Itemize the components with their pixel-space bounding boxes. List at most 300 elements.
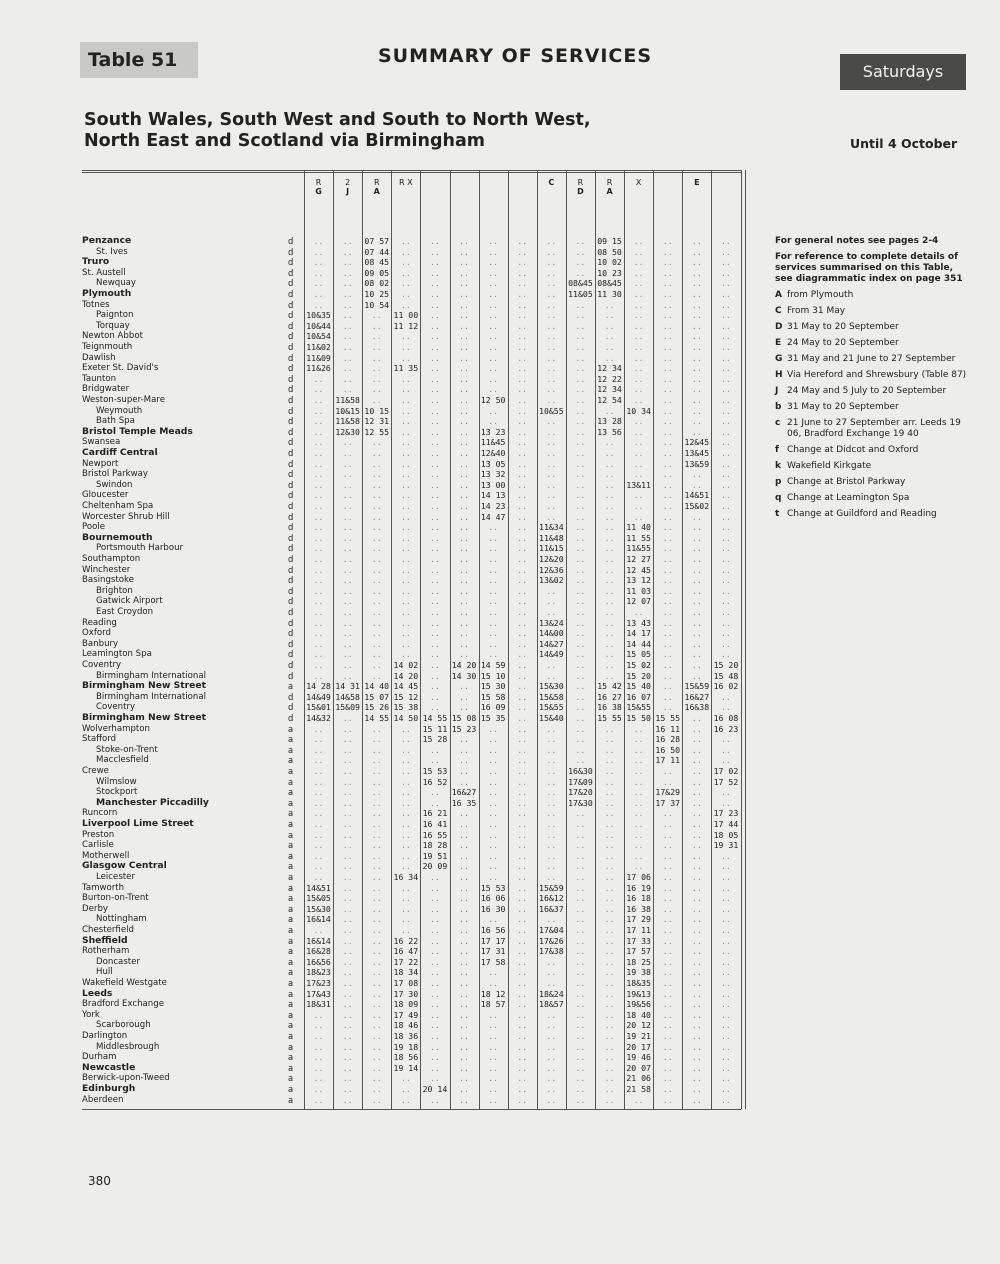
- time-cell: ..: [488, 1073, 499, 1084]
- time-cell: ..: [662, 978, 673, 988]
- time-cell: ..: [371, 522, 382, 533]
- time-cell: 19 21: [626, 1031, 651, 1041]
- time-cell: 17 52: [713, 776, 739, 787]
- time-cell: 17 30: [393, 988, 419, 999]
- station-label: Stockport: [96, 787, 138, 798]
- time-cell: ..: [575, 373, 586, 384]
- time-cell: 12&20: [539, 554, 564, 564]
- station-name: [82, 914, 314, 925]
- column-symbol: X: [635, 178, 642, 187]
- time-cell: ..: [313, 426, 324, 437]
- time-cell: ..: [546, 755, 557, 766]
- time-cell: ..: [691, 925, 702, 935]
- time-cell: ..: [371, 628, 382, 639]
- time-cell: ..: [459, 1073, 469, 1084]
- time-cell: ..: [604, 331, 615, 342]
- arr-dep-marker: d: [288, 437, 294, 448]
- time-cell: ..: [371, 787, 382, 798]
- time-cell: ..: [459, 734, 469, 745]
- station-label: Manchester Piccadilly: [96, 796, 209, 808]
- time-cell: ..: [662, 829, 673, 840]
- time-cell: ..: [342, 935, 353, 946]
- footnote-key: f: [775, 445, 779, 455]
- time-cell: ..: [517, 437, 528, 448]
- station-label: Leeds: [82, 987, 113, 999]
- time-cell: ..: [721, 289, 731, 299]
- station-label: Wakefield Westgate: [82, 978, 167, 988]
- time-cell: ..: [662, 469, 673, 480]
- footnote-text: For general notes see pages 2-4: [775, 236, 939, 246]
- time-cell: ..: [575, 713, 586, 723]
- time-cell: ..: [371, 978, 382, 988]
- time-cell: ..: [488, 861, 499, 872]
- time-cell: 11 35: [393, 363, 419, 374]
- time-cell: ..: [721, 872, 731, 882]
- time-cell: ..: [691, 257, 702, 268]
- time-cell: 14 45: [393, 681, 419, 692]
- time-cell: ..: [430, 585, 440, 596]
- time-cell: 15 23: [451, 723, 477, 734]
- time-cell: ..: [691, 755, 702, 766]
- time-cell: ..: [721, 638, 731, 649]
- time-cell: ..: [371, 448, 382, 458]
- time-cell: 15 08: [451, 713, 477, 723]
- time-cell: 14 17: [626, 628, 651, 639]
- time-cell: 12&45: [684, 437, 710, 448]
- time-cell: ..: [546, 395, 557, 405]
- time-cell: 18 12: [480, 988, 506, 999]
- time-cell: ..: [662, 575, 673, 586]
- time-cell: ..: [575, 681, 586, 692]
- station-label: Coventry: [96, 702, 136, 713]
- time-cell: ..: [721, 596, 731, 607]
- time-cell: ..: [371, 776, 382, 787]
- time-cell: ..: [430, 299, 440, 310]
- time-cell: ..: [342, 628, 353, 639]
- time-cell: ..: [342, 448, 353, 458]
- footnote-text: Change at Leamington Spa: [787, 493, 910, 503]
- time-cell: ..: [546, 236, 557, 246]
- time-cell: ..: [342, 787, 353, 798]
- footnote-text: 31 May to 20 September: [787, 402, 899, 412]
- station-label: Bradford Exchange: [82, 999, 164, 1010]
- time-cell: ..: [459, 946, 469, 957]
- time-cell: ..: [371, 797, 382, 808]
- time-cell: ..: [691, 395, 702, 405]
- time-cell: ..: [400, 1084, 411, 1094]
- time-cell: ..: [313, 405, 324, 416]
- time-cell: 07 44: [364, 246, 390, 257]
- time-cell: 19&56: [626, 999, 651, 1010]
- station-name: [82, 374, 300, 385]
- time-cell: 14 55: [364, 713, 390, 723]
- station-label: Truro: [82, 256, 110, 268]
- time-cell: 15 53: [422, 766, 448, 776]
- time-cell: 17 22: [393, 956, 419, 967]
- time-cell: ..: [488, 1084, 499, 1094]
- time-cell: ..: [604, 490, 615, 501]
- time-cell: ..: [459, 1062, 469, 1073]
- station-name: [82, 1084, 300, 1095]
- time-cell: ..: [662, 1041, 673, 1052]
- time-cell: ..: [342, 543, 353, 554]
- time-cell: 14&27: [539, 638, 564, 649]
- time-cell: ..: [662, 649, 673, 660]
- time-cell: ..: [400, 819, 411, 829]
- time-cell: ..: [575, 395, 586, 405]
- time-cell: ..: [633, 501, 644, 511]
- time-cell: 08 45: [364, 257, 390, 268]
- time-cell: ..: [517, 903, 528, 914]
- time-cell: 15 10: [480, 670, 506, 681]
- time-cell: 16 18: [626, 893, 651, 904]
- time-cell: ..: [662, 448, 673, 458]
- time-cell: ..: [342, 660, 353, 670]
- time-cell: ..: [313, 744, 324, 755]
- time-cell: ..: [691, 585, 702, 596]
- station-label: Exeter St. David's: [82, 363, 159, 374]
- station-name: [82, 755, 314, 766]
- station-name: [82, 268, 300, 279]
- time-cell: 16 11: [655, 723, 681, 734]
- time-cell: ..: [575, 257, 586, 268]
- time-cell: 16 27: [597, 691, 622, 702]
- time-cell: ..: [662, 882, 673, 893]
- time-cell: 16&28: [306, 946, 331, 957]
- time-cell: ..: [459, 776, 469, 787]
- time-cell: ..: [517, 246, 528, 257]
- time-cell: ..: [517, 278, 528, 289]
- time-cell: ..: [575, 342, 586, 352]
- time-cell: ..: [430, 1020, 440, 1031]
- time-cell: ..: [546, 872, 557, 882]
- time-cell: 17&30: [568, 797, 593, 808]
- time-cell: ..: [313, 479, 324, 490]
- time-cell: ..: [575, 320, 586, 331]
- time-cell: ..: [459, 363, 469, 374]
- footnote-text: 31 May to 20 September: [787, 322, 899, 332]
- time-cell: ..: [342, 882, 353, 893]
- time-cell: ..: [400, 511, 411, 522]
- time-cell: ..: [430, 501, 440, 511]
- time-cell: ..: [575, 872, 586, 882]
- time-cell: ..: [459, 543, 469, 554]
- station-name: [82, 543, 314, 554]
- time-cell: ..: [371, 1052, 382, 1063]
- arr-dep-marker: d: [288, 267, 294, 278]
- time-cell: ..: [488, 289, 499, 299]
- time-cell: ..: [400, 617, 411, 628]
- time-cell: 21 58: [626, 1084, 651, 1094]
- time-cell: ..: [604, 607, 615, 617]
- time-cell: 16 08: [713, 713, 739, 723]
- time-cell: 11&15: [539, 543, 564, 554]
- time-cell: ..: [400, 448, 411, 458]
- time-cell: ..: [662, 511, 673, 522]
- time-cell: 10 34: [626, 405, 651, 416]
- time-cell: ..: [430, 1073, 440, 1084]
- time-cell: ..: [459, 840, 469, 851]
- time-cell: ..: [430, 1031, 440, 1041]
- time-cell: ..: [313, 575, 324, 586]
- station-name: [82, 1031, 300, 1042]
- time-cell: ..: [721, 734, 731, 745]
- time-cell: 16 35: [451, 797, 477, 808]
- grid-rule: [82, 1109, 741, 1110]
- time-cell: ..: [546, 426, 557, 437]
- station-name: [82, 999, 300, 1010]
- time-cell: ..: [662, 638, 673, 649]
- time-cell: ..: [400, 352, 411, 363]
- time-cell: 16 07: [626, 691, 651, 702]
- station-label: Doncaster: [96, 956, 140, 967]
- time-cell: ..: [604, 437, 615, 448]
- time-cell: ..: [342, 829, 353, 840]
- time-cell: 16 21: [422, 808, 448, 819]
- time-cell: 11&58: [335, 416, 360, 427]
- time-cell: ..: [459, 1009, 469, 1020]
- station-label: Hull: [96, 967, 113, 978]
- station-label: Burton-on-Trent: [82, 893, 149, 904]
- time-cell: ..: [575, 628, 586, 639]
- time-cell: ..: [721, 448, 731, 458]
- time-cell: ..: [430, 384, 440, 395]
- time-cell: ..: [313, 585, 324, 596]
- station-name: [82, 978, 300, 989]
- time-cell: ..: [488, 1052, 499, 1063]
- time-cell: ..: [633, 776, 644, 787]
- time-cell: ..: [604, 956, 615, 967]
- time-cell: ..: [721, 554, 731, 564]
- time-cell: ..: [517, 681, 528, 692]
- station-name: [82, 363, 300, 374]
- time-cell: ..: [604, 342, 615, 352]
- time-cell: 18&23: [306, 967, 331, 978]
- time-cell: ..: [430, 596, 440, 607]
- time-cell: ..: [488, 532, 499, 543]
- station-label: Derby: [82, 903, 108, 914]
- time-cell: ..: [313, 734, 324, 745]
- arr-dep-marker: d: [288, 458, 294, 469]
- arr-dep-marker: a: [288, 840, 294, 851]
- time-cell: ..: [400, 1073, 411, 1084]
- route-line-2: North East and Scotland via Birmingham: [84, 131, 485, 151]
- time-cell: ..: [400, 649, 411, 660]
- time-cell: ..: [721, 267, 731, 278]
- station-label: Dawlish: [82, 352, 116, 363]
- time-cell: ..: [371, 829, 382, 840]
- station-name: [82, 300, 300, 311]
- time-cell: 14&51: [306, 882, 331, 893]
- time-cell: ..: [488, 819, 499, 829]
- station-name: [82, 946, 300, 957]
- station-label: Newport: [82, 458, 119, 469]
- time-cell: ..: [633, 416, 644, 427]
- station-name: [82, 1010, 300, 1021]
- time-cell: ..: [517, 543, 528, 554]
- time-cell: ..: [517, 395, 528, 405]
- time-cell: ..: [721, 1084, 731, 1094]
- time-cell: ..: [575, 819, 586, 829]
- time-cell: ..: [371, 331, 382, 342]
- time-cell: 10&44: [306, 320, 331, 331]
- page-title: SUMMARY OF SERVICES: [377, 45, 652, 67]
- time-cell: ..: [488, 787, 499, 798]
- time-cell: ..: [342, 638, 353, 649]
- time-cell: ..: [371, 585, 382, 596]
- arr-dep-marker: d: [288, 522, 294, 533]
- time-cell: ..: [342, 320, 353, 331]
- time-cell: ..: [517, 829, 528, 840]
- time-cell: 09 05: [364, 267, 390, 278]
- time-cell: ..: [459, 702, 469, 713]
- time-cell: ..: [721, 490, 731, 501]
- time-cell: ..: [342, 607, 353, 617]
- time-cell: ..: [546, 437, 557, 448]
- time-cell: ..: [691, 278, 702, 289]
- time-cell: ..: [721, 861, 731, 872]
- time-cell: ..: [546, 585, 557, 596]
- time-cell: ..: [662, 988, 673, 999]
- time-cell: ..: [721, 437, 731, 448]
- time-cell: 17 02: [713, 766, 739, 776]
- station-label: Runcorn: [82, 808, 118, 819]
- time-cell: 18 05: [713, 829, 739, 840]
- time-cell: ..: [721, 967, 731, 978]
- time-cell: ..: [662, 1073, 673, 1084]
- time-cell: ..: [604, 914, 615, 925]
- time-cell: ..: [721, 914, 731, 925]
- time-cell: ..: [517, 882, 528, 893]
- station-label: Totnes: [82, 299, 110, 310]
- station-name: [82, 734, 300, 745]
- time-cell: ..: [517, 797, 528, 808]
- station-name: [82, 628, 300, 639]
- time-cell: ..: [459, 585, 469, 596]
- station-label: Carlisle: [82, 840, 114, 851]
- station-name: [82, 967, 314, 978]
- time-cell: ..: [546, 363, 557, 374]
- time-cell: ..: [342, 819, 353, 829]
- time-cell: ..: [517, 575, 528, 586]
- time-cell: ..: [662, 416, 673, 427]
- time-cell: ..: [430, 278, 440, 289]
- time-cell: ..: [662, 850, 673, 861]
- time-cell: 11&58: [335, 395, 360, 405]
- time-cell: ..: [517, 808, 528, 819]
- time-cell: ..: [517, 819, 528, 829]
- arr-dep-marker: d: [288, 426, 294, 437]
- time-cell: ..: [459, 967, 469, 978]
- time-cell: 11&48: [539, 532, 564, 543]
- time-cell: ..: [691, 352, 702, 363]
- time-cell: ..: [691, 670, 702, 681]
- time-cell: ..: [342, 797, 353, 808]
- time-cell: ..: [575, 1052, 586, 1063]
- time-cell: 17 57: [626, 946, 651, 957]
- time-cell: 14&32: [306, 713, 331, 723]
- time-cell: ..: [400, 564, 411, 575]
- time-cell: ..: [342, 617, 353, 628]
- time-cell: ..: [313, 522, 324, 533]
- time-cell: ..: [488, 299, 499, 310]
- time-cell: ..: [633, 861, 644, 872]
- station-label: Banbury: [82, 638, 119, 649]
- time-cell: ..: [313, 808, 324, 819]
- arr-dep-marker: d: [288, 448, 294, 458]
- time-cell: ..: [662, 660, 673, 670]
- time-cell: ..: [604, 479, 615, 490]
- station-name: [82, 618, 300, 629]
- station-name: [82, 501, 300, 512]
- time-cell: ..: [575, 702, 586, 713]
- time-cell: ..: [488, 850, 499, 861]
- time-cell: ..: [546, 331, 557, 342]
- time-cell: ..: [691, 554, 702, 564]
- time-cell: ..: [721, 363, 731, 374]
- time-cell: ..: [342, 246, 353, 257]
- time-cell: ..: [488, 797, 499, 808]
- time-cell: ..: [430, 978, 440, 988]
- time-cell: ..: [662, 437, 673, 448]
- time-cell: ..: [313, 532, 324, 543]
- time-cell: 10&55: [539, 405, 564, 416]
- time-cell: ..: [430, 681, 440, 692]
- time-cell: ..: [342, 331, 353, 342]
- time-cell: ..: [604, 320, 615, 331]
- time-cell: 16 28: [655, 734, 681, 745]
- time-cell: ..: [430, 320, 440, 331]
- time-cell: 10&35: [306, 310, 331, 321]
- time-cell: ..: [342, 1041, 353, 1052]
- time-cell: ..: [459, 638, 469, 649]
- station-label: Gloucester: [82, 490, 129, 501]
- time-cell: 11&34: [539, 522, 564, 533]
- time-cell: ..: [633, 511, 644, 522]
- time-cell: ..: [691, 617, 702, 628]
- time-cell: ..: [604, 670, 615, 681]
- time-cell: 13 28: [597, 416, 622, 427]
- time-cell: ..: [459, 681, 469, 692]
- arr-dep-marker: d: [288, 363, 294, 374]
- time-cell: ..: [604, 1062, 615, 1073]
- time-cell: ..: [575, 522, 586, 533]
- time-cell: ..: [662, 1009, 673, 1020]
- arr-dep-marker: d: [288, 342, 294, 352]
- time-cell: ..: [400, 479, 411, 490]
- time-cell: ..: [517, 702, 528, 713]
- time-cell: 17&29: [655, 787, 681, 798]
- footnote-key: E: [775, 338, 782, 348]
- time-cell: ..: [721, 479, 731, 490]
- arr-dep-marker: a: [288, 1041, 294, 1052]
- time-cell: ..: [517, 352, 528, 363]
- time-cell: ..: [342, 988, 353, 999]
- time-cell: 09 15: [597, 236, 622, 246]
- time-cell: ..: [575, 691, 586, 702]
- time-cell: ..: [517, 1020, 528, 1031]
- time-cell: ..: [691, 787, 702, 798]
- arr-dep-marker: d: [288, 691, 294, 702]
- time-cell: ..: [488, 416, 499, 427]
- time-cell: ..: [488, 278, 499, 289]
- time-cell: ..: [488, 649, 499, 660]
- time-cell: ..: [517, 299, 528, 310]
- time-cell: ..: [575, 935, 586, 946]
- time-cell: ..: [604, 1052, 615, 1063]
- time-cell: ..: [546, 384, 557, 395]
- time-cell: ..: [488, 384, 499, 395]
